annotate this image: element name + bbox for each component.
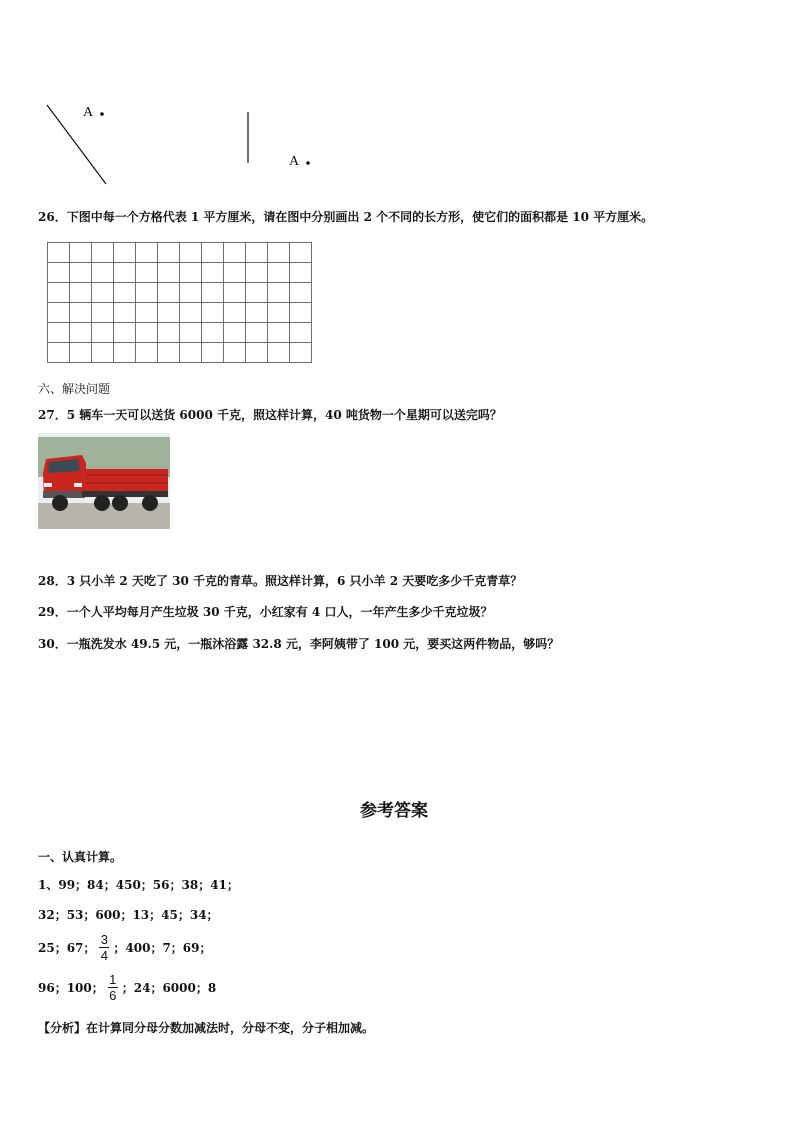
answer-analysis: 【分析】在计算同分母分数加减法时，分母不变，分子相加减。 [38, 1021, 375, 1035]
answer-line-3-end: ；400；7；69； [113, 941, 212, 955]
answers-title: 参考答案 [360, 801, 428, 821]
question-29: 29．一个人平均每月产生垃圾 30 千克，小红家有 4 口人，一年产生多少千克垃圾？ [38, 605, 493, 619]
slanted-line [47, 105, 106, 184]
point-a-right [306, 161, 310, 165]
geometry-figure [0, 95, 340, 195]
fraction-denominator: 4 [100, 948, 109, 963]
answer-line-2: 32；53；600；13；45；34； [38, 908, 219, 922]
question-30: 30．一瓶洗发水 49.5 元，一瓶沐浴露 32.8 元，李阿姨带了 100 元，要买这两件物品，够吗？ [38, 637, 560, 651]
fraction-one-sixth [108, 972, 118, 1003]
answer-line-3 [38, 932, 212, 963]
answer-line-3-start: 25；67； [38, 941, 96, 955]
section-6-heading: 六、解决问题 [38, 382, 111, 396]
point-label-right: A [289, 154, 300, 169]
answers-section-1: 一、认真计算。 [38, 850, 123, 864]
point-label-left: A [83, 105, 94, 120]
truck-wheel-4 [142, 495, 158, 511]
truck-wheel-2 [94, 495, 110, 511]
point-a-left [100, 112, 104, 116]
square-grid [47, 242, 312, 363]
question-28: 28．3 只小羊 2 天吃了 30 千克的青草。照这样计算，6 只小羊 2 天要吃多少千克青草？ [38, 574, 523, 588]
fraction-denominator: 6 [109, 988, 117, 1003]
answer-line-1: 1、99；84；450；56；38；41； [38, 878, 239, 892]
fraction-numerator: 3 [100, 932, 109, 947]
question-27: 27．5 辆车一天可以送货 6000 千克，照这样计算，40 吨货物一个星期可以送完吗？ [38, 408, 502, 422]
truck-chassis [82, 491, 168, 497]
fraction-numerator: 1 [109, 972, 117, 987]
truck-photo [38, 433, 170, 529]
truck-cargo-bed [86, 469, 168, 491]
answer-line-4-start: 96；100； [38, 981, 104, 995]
fraction-three-quarters [99, 932, 109, 963]
answer-line-4-end: ；24；6000；8 [121, 981, 217, 995]
answer-line-4 [38, 972, 216, 1003]
question-26: 26．下图中每一个方格代表 1 平方厘米，请在图中分别画出 2 个不同的长方形，使它们的面积都是 10 平方厘米。 [38, 210, 654, 224]
truck-wheel-3 [112, 495, 128, 511]
truck-wheel-1 [52, 495, 68, 511]
